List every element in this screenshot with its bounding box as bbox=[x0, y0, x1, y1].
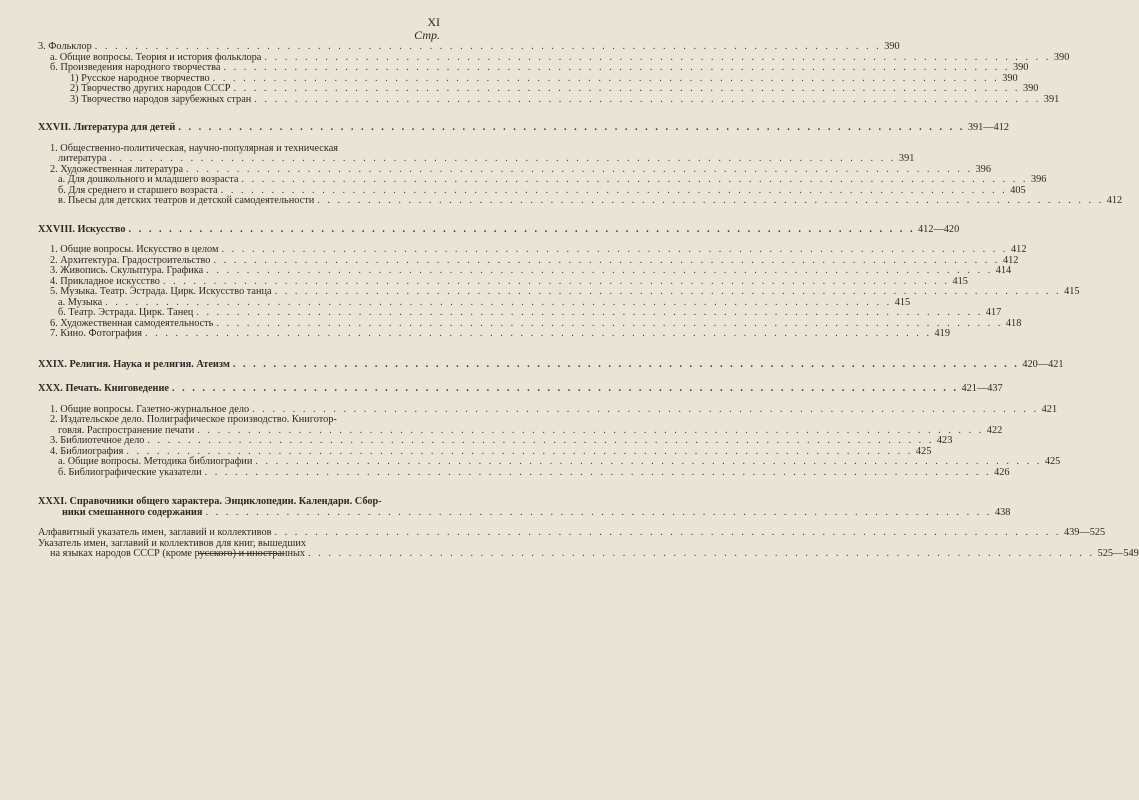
toc-entry: а. Музыка . . . 415 bbox=[38, 298, 440, 309]
page-header bbox=[414, 16, 440, 42]
toc-section-heading: XXIX. Религия. Наука и религия. Атеизм . . . 420—421 bbox=[38, 360, 440, 371]
toc-entry: б. Для среднего и старшего возраста . . . 405 bbox=[38, 186, 440, 197]
toc-entry: 1. Общие вопросы. Искусство в целом . . . 412 bbox=[38, 245, 440, 256]
toc-section-heading: XXVII. Литература для детей . . . 391—412 bbox=[38, 123, 440, 134]
toc-entry-page: 390 bbox=[884, 41, 900, 52]
toc-entry-continuation: говля. Распространение печати . . . 422 bbox=[38, 426, 440, 437]
page-column-label: Стр. bbox=[414, 28, 440, 42]
toc-entry: в. Пьесы для детских театров и детской самодеятельности . . . 412 bbox=[38, 196, 440, 207]
toc-entry: 4. Прикладное искусство . . . 415 bbox=[38, 277, 440, 288]
toc-entry: 1) Русское народное творчество . . . 390 bbox=[38, 74, 440, 85]
toc-entry: 2) Творчество других народов СССР . . . 390 bbox=[38, 84, 440, 95]
toc-entry: Указатель имен, заглавий и коллективов для книг, вышедших bbox=[38, 537, 306, 549]
toc-section-heading: XXXI. Справочники общего характера. Энциклопедии. Календари. Сбор- bbox=[38, 496, 382, 507]
toc-section-heading: XXVIII. Искусство . . . 412—420 bbox=[38, 225, 440, 236]
toc-entry-continuation: на языках народов СССР (кроме русского) и иностранных . . . 525—549 bbox=[38, 549, 440, 560]
toc-entry-title: 3. Фольклор bbox=[38, 41, 92, 52]
toc-entry: 4. Библиография . . . 425 bbox=[38, 447, 440, 458]
toc-entry: а. Общие вопросы. Методика библиографии . . . 425 bbox=[38, 457, 440, 468]
toc-entry: 2. Издательское дело. Полиграфическое производство. Книготор- bbox=[50, 414, 337, 425]
toc-entry: б. Театр. Эстрада. Цирк. Танец . . . 417 bbox=[38, 308, 440, 319]
toc-entry: Алфавитный указатель имен, заглавий и коллективов . . . 439—525 bbox=[38, 528, 440, 539]
toc-entry: 1. Общественно-политическая, научно-популярная и техническая bbox=[50, 142, 338, 154]
toc-entry: 3) Творчество народов зарубежных стран . . . 391 bbox=[38, 95, 440, 106]
toc-entry: 5. Музыка. Театр. Эстрада. Цирк. Искусство танца . . . 415 bbox=[38, 287, 440, 298]
toc-entry: 2. Художественная литература . . . 396 bbox=[38, 165, 440, 176]
toc-entry: а. Общие вопросы. Теория и история фольклора . . . 390 bbox=[38, 53, 440, 64]
toc-entry: 2. Архитектура. Градостроительство . . . 412 bbox=[38, 256, 440, 267]
toc-entry: а. Для дошкольного и младшего возраста . . . 396 bbox=[38, 175, 440, 186]
toc-entry: 3. Библиотечное дело . . . 423 bbox=[38, 436, 440, 447]
toc-entry-continuation: литература . . . 391 bbox=[38, 154, 440, 165]
page-number: XI bbox=[427, 15, 440, 29]
toc-entry: 3. Живопись. Скульптура. Графика . . . 414 bbox=[38, 266, 440, 277]
toc-entry: 1. Общие вопросы. Газетно-журнальное дело . . . 421 bbox=[38, 405, 440, 416]
toc-section-heading: XXX. Печать. Книговедение . . . 421—437 bbox=[38, 384, 440, 395]
toc-entry bbox=[38, 41, 900, 53]
toc-entry: 6. Художественная самодеятельность . . . 418 bbox=[38, 319, 440, 330]
toc-entry: б. Произведения народного творчества . . . 390 bbox=[38, 63, 440, 74]
toc-section-heading-continuation: ники смешанного содержания . . . 438 bbox=[38, 507, 440, 518]
table-of-contents bbox=[38, 41, 1139, 560]
toc-entry: 7. Кино. Фотография . . . 419 bbox=[38, 329, 440, 340]
toc-entry: б. Библиографические указатели . . . 426 bbox=[38, 468, 440, 479]
end-divider bbox=[198, 553, 284, 554]
